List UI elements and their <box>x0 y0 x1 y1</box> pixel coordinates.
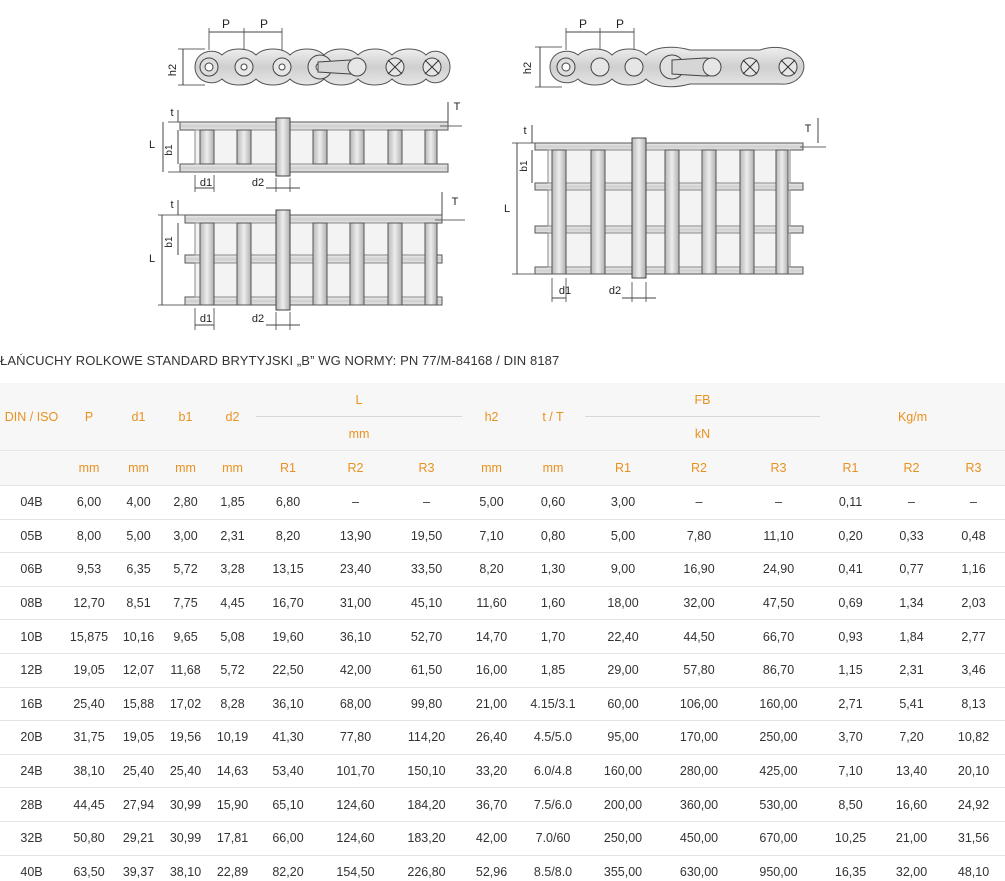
table-cell: 17,02 <box>162 687 209 721</box>
L-label-2: L <box>148 253 156 265</box>
side-view-right <box>522 17 804 87</box>
table-cell: 24,90 <box>737 553 820 587</box>
table-cell: 3,28 <box>209 553 256 587</box>
table-cell: 17,81 <box>209 821 256 855</box>
header-p: P <box>63 383 115 451</box>
table-cell: 5,41 <box>881 687 942 721</box>
header-l-unit: mm <box>256 417 462 451</box>
pitch-label-3: P <box>578 17 588 31</box>
table-cell: 29,00 <box>585 653 661 687</box>
header-unit-cell: R3 <box>737 451 820 486</box>
table-cell: 8,00 <box>63 519 115 553</box>
table-cell: 14,70 <box>462 620 521 654</box>
table-cell: 50,80 <box>63 821 115 855</box>
table-cell: 16,35 <box>820 855 881 881</box>
table-row <box>0 721 1005 755</box>
table-cell: 7,80 <box>661 519 737 553</box>
table-cell: 226,80 <box>391 855 462 881</box>
table-row <box>0 519 1005 553</box>
table-cell: 31,56 <box>942 821 1005 855</box>
table-cell: 2,80 <box>162 486 209 520</box>
table-cell: 160,00 <box>737 687 820 721</box>
header-tT: t / T <box>521 383 585 451</box>
d2-label-3: d2 <box>608 285 622 297</box>
table-cell: – <box>320 486 391 520</box>
table-cell: 41,30 <box>256 721 320 755</box>
table-cell: 60,00 <box>585 687 661 721</box>
table-cell: 8.5/8.0 <box>521 855 585 881</box>
table-cell: 10,82 <box>942 721 1005 755</box>
table-cell: 10,25 <box>820 821 881 855</box>
table-cell: 33,50 <box>391 553 462 587</box>
header-unit-cell: R2 <box>661 451 737 486</box>
triplex-top-view <box>504 118 826 302</box>
table-cell: 15,90 <box>209 788 256 822</box>
chain-code-cell: 05B <box>0 519 63 553</box>
table-cell: 4,00 <box>115 486 162 520</box>
header-l: L <box>256 383 462 417</box>
table-cell: 82,20 <box>256 855 320 881</box>
header-d1: d1 <box>115 383 162 451</box>
table-cell: 1,16 <box>942 553 1005 587</box>
table-cell: 250,00 <box>585 821 661 855</box>
header-b1: b1 <box>162 383 209 451</box>
header-kgm: Kg/m <box>820 383 1005 451</box>
table-cell: 68,00 <box>320 687 391 721</box>
table-cell: 0,20 <box>820 519 881 553</box>
table-cell: 30,99 <box>162 788 209 822</box>
table-cell: 66,00 <box>256 821 320 855</box>
table-cell: 8,13 <box>942 687 1005 721</box>
header-unit-cell: mm <box>462 451 521 486</box>
duplex-top-view <box>149 192 465 330</box>
table-cell: 38,10 <box>63 754 115 788</box>
table-cell: 200,00 <box>585 788 661 822</box>
table-cell: 42,00 <box>462 821 521 855</box>
table-cell: 8,28 <box>209 687 256 721</box>
header-unit-cell: R3 <box>391 451 462 486</box>
chain-code-cell: 20B <box>0 721 63 755</box>
header-din-iso: DIN / ISO <box>0 383 63 451</box>
header-unit-cell: R1 <box>256 451 320 486</box>
table-cell: 2,71 <box>820 687 881 721</box>
table-cell: 250,00 <box>737 721 820 755</box>
table-cell: 31,00 <box>320 586 391 620</box>
table-cell: 36,10 <box>320 620 391 654</box>
d2-label-2: d2 <box>251 313 265 325</box>
table-cell: 25,40 <box>115 754 162 788</box>
table-cell: 77,80 <box>320 721 391 755</box>
table-cell: 30,99 <box>162 821 209 855</box>
header-unit-cell: R2 <box>881 451 942 486</box>
chain-drawings <box>0 0 1005 345</box>
table-cell: 160,00 <box>585 754 661 788</box>
table-cell: 44,50 <box>661 620 737 654</box>
table-cell: 14,63 <box>209 754 256 788</box>
table-cell: 183,20 <box>391 821 462 855</box>
table-cell: 2,03 <box>942 586 1005 620</box>
table-cell: 16,70 <box>256 586 320 620</box>
table-cell: 124,60 <box>320 788 391 822</box>
table-cell: 4.5/5.0 <box>521 721 585 755</box>
table-cell: 425,00 <box>737 754 820 788</box>
table-cell: 5,00 <box>462 486 521 520</box>
table-cell: 45,10 <box>391 586 462 620</box>
header-unit-cell: mm <box>521 451 585 486</box>
table-cell: 13,40 <box>881 754 942 788</box>
table-cell: 530,00 <box>737 788 820 822</box>
table-cell: 9,53 <box>63 553 115 587</box>
table-cell: 1,85 <box>521 653 585 687</box>
d2-label-1: d2 <box>251 177 265 189</box>
chain-code-cell: 16B <box>0 687 63 721</box>
table-cell: 8,20 <box>462 553 521 587</box>
chain-code-cell: 40B <box>0 855 63 881</box>
table-row <box>0 553 1005 587</box>
table-cell: 42,00 <box>320 653 391 687</box>
table-cell: 5,72 <box>162 553 209 587</box>
table-cell: 5,00 <box>115 519 162 553</box>
header-h2: h2 <box>462 383 521 451</box>
header-fb-unit: kN <box>585 417 820 451</box>
table-cell: 280,00 <box>661 754 737 788</box>
table-cell: 2,77 <box>942 620 1005 654</box>
table-cell: 4.15/3.1 <box>521 687 585 721</box>
header-units-row <box>0 451 1005 486</box>
table-cell: 22,89 <box>209 855 256 881</box>
table-cell: 18,00 <box>585 586 661 620</box>
table-cell: 10,16 <box>115 620 162 654</box>
table-cell: 24,92 <box>942 788 1005 822</box>
table-cell: 0,48 <box>942 519 1005 553</box>
table-cell: – <box>661 486 737 520</box>
header-unit-cell: mm <box>115 451 162 486</box>
table-cell: 3,00 <box>585 486 661 520</box>
table-cell: 2,31 <box>881 653 942 687</box>
table-cell: 4,45 <box>209 586 256 620</box>
table-cell: 23,40 <box>320 553 391 587</box>
header-unit-empty <box>0 451 63 486</box>
table-cell: 0,93 <box>820 620 881 654</box>
table-cell: 33,20 <box>462 754 521 788</box>
table-cell: 66,70 <box>737 620 820 654</box>
header-unit-cell: R2 <box>320 451 391 486</box>
t-label-3: t <box>523 125 527 137</box>
table-row <box>0 754 1005 788</box>
table-cell: 9,65 <box>162 620 209 654</box>
table-cell: 22,50 <box>256 653 320 687</box>
table-cell: 184,20 <box>391 788 462 822</box>
table-cell: 86,70 <box>737 653 820 687</box>
L-label-1: L <box>148 139 156 151</box>
table-row <box>0 620 1005 654</box>
table-row <box>0 653 1005 687</box>
pitch-label-4: P <box>615 17 625 31</box>
table-cell: 20,10 <box>942 754 1005 788</box>
chain-code-cell: 10B <box>0 620 63 654</box>
table-cell: 670,00 <box>737 821 820 855</box>
table-cell: 7,20 <box>881 721 942 755</box>
table-cell: 27,94 <box>115 788 162 822</box>
table-cell: 19,50 <box>391 519 462 553</box>
table-body <box>0 486 1005 881</box>
table-cell: 124,60 <box>320 821 391 855</box>
table-cell: 630,00 <box>661 855 737 881</box>
table-cell: 16,60 <box>881 788 942 822</box>
table-cell: 13,90 <box>320 519 391 553</box>
table-cell: – <box>942 486 1005 520</box>
T-label-3: T <box>804 123 812 135</box>
table-cell: 19,60 <box>256 620 320 654</box>
table-cell: 16,90 <box>661 553 737 587</box>
b1-label-3: b1 <box>519 160 530 172</box>
d1-label-3: d1 <box>558 285 572 297</box>
chain-code-cell: 12B <box>0 653 63 687</box>
table-cell: 355,00 <box>585 855 661 881</box>
table-cell: 11,10 <box>737 519 820 553</box>
d1-label-1: d1 <box>199 177 213 189</box>
header-unit-cell: mm <box>162 451 209 486</box>
table-row <box>0 687 1005 721</box>
table-cell: 47,50 <box>737 586 820 620</box>
table-cell: 1,34 <box>881 586 942 620</box>
table-cell: 16,00 <box>462 653 521 687</box>
pitch-label-2: P <box>259 17 269 31</box>
table-cell: 154,50 <box>320 855 391 881</box>
table-cell: 52,70 <box>391 620 462 654</box>
table-cell: 15,875 <box>63 620 115 654</box>
table-cell: 5,08 <box>209 620 256 654</box>
table-cell: 170,00 <box>661 721 737 755</box>
table-cell: 6,00 <box>63 486 115 520</box>
table-cell: 360,00 <box>661 788 737 822</box>
h2-label-right: h2 <box>522 61 534 75</box>
side-view-left <box>167 17 450 85</box>
table-cell: 25,40 <box>63 687 115 721</box>
table-cell: – <box>737 486 820 520</box>
t-label-2: t <box>170 199 174 211</box>
table-cell: 10,19 <box>209 721 256 755</box>
table-cell: 36,10 <box>256 687 320 721</box>
table-cell: 19,05 <box>115 721 162 755</box>
table-cell: 13,15 <box>256 553 320 587</box>
header-unit-cell: R1 <box>585 451 661 486</box>
chain-spec-table-wrapper <box>0 383 1005 881</box>
table-cell: 32,00 <box>661 586 737 620</box>
table-cell: 2,31 <box>209 519 256 553</box>
table-cell: 11,68 <box>162 653 209 687</box>
table-cell: 7,10 <box>462 519 521 553</box>
b1-label-2: b1 <box>164 236 175 248</box>
table-row <box>0 855 1005 881</box>
table-cell: 48,10 <box>942 855 1005 881</box>
table-cell: 8,51 <box>115 586 162 620</box>
table-cell: 44,45 <box>63 788 115 822</box>
table-cell: 0,77 <box>881 553 942 587</box>
table-cell: 38,10 <box>162 855 209 881</box>
pitch-label-1: P <box>221 17 231 31</box>
table-cell: 6,35 <box>115 553 162 587</box>
table-cell: 25,40 <box>162 754 209 788</box>
L-label-3: L <box>503 203 511 215</box>
table-cell: 12,70 <box>63 586 115 620</box>
table-cell: 3,70 <box>820 721 881 755</box>
table-cell: 39,37 <box>115 855 162 881</box>
table-cell: 21,00 <box>462 687 521 721</box>
header-unit-cell: R1 <box>820 451 881 486</box>
table-cell: 0,33 <box>881 519 942 553</box>
header-d2: d2 <box>209 383 256 451</box>
table-cell: 63,50 <box>63 855 115 881</box>
table-cell: 101,70 <box>320 754 391 788</box>
table-title: ŁAŃCUCHY ROLKOWE STANDARD BRYTYJSKI „B” WG NORMY: PN 77/M-84168 / DIN 8187 <box>0 353 560 368</box>
table-cell: 32,00 <box>881 855 942 881</box>
table-cell: 3,46 <box>942 653 1005 687</box>
table-cell: 150,10 <box>391 754 462 788</box>
table-cell: 7,75 <box>162 586 209 620</box>
d1-label-2: d1 <box>199 313 213 325</box>
table-row <box>0 788 1005 822</box>
table-row <box>0 486 1005 520</box>
simplex-top-view <box>149 101 462 192</box>
table-cell: 3,00 <box>162 519 209 553</box>
table-row <box>0 586 1005 620</box>
b1-label-1: b1 <box>164 144 175 156</box>
table-cell: 450,00 <box>661 821 737 855</box>
chain-spec-table <box>0 383 1005 881</box>
table-cell: 7.0/60 <box>521 821 585 855</box>
table-cell: 31,75 <box>63 721 115 755</box>
h2-label-left: h2 <box>167 63 179 77</box>
table-cell: 8,20 <box>256 519 320 553</box>
table-cell: 36,70 <box>462 788 521 822</box>
table-cell: 57,80 <box>661 653 737 687</box>
table-cell: 7.5/6.0 <box>521 788 585 822</box>
table-cell: 22,40 <box>585 620 661 654</box>
chain-code-cell: 08B <box>0 586 63 620</box>
chain-code-cell: 28B <box>0 788 63 822</box>
table-cell: 0,41 <box>820 553 881 587</box>
table-cell: 8,50 <box>820 788 881 822</box>
table-cell: 1,85 <box>209 486 256 520</box>
table-cell: 15,88 <box>115 687 162 721</box>
table-cell: 5,72 <box>209 653 256 687</box>
chain-code-cell: 24B <box>0 754 63 788</box>
table-cell: 11,60 <box>462 586 521 620</box>
table-cell: 0,60 <box>521 486 585 520</box>
table-cell: 12,07 <box>115 653 162 687</box>
table-cell: 26,40 <box>462 721 521 755</box>
table-cell: – <box>881 486 942 520</box>
table-cell: 1,15 <box>820 653 881 687</box>
table-cell: 65,10 <box>256 788 320 822</box>
header-unit-cell: mm <box>209 451 256 486</box>
table-cell: 61,50 <box>391 653 462 687</box>
table-cell: 6.0/4.8 <box>521 754 585 788</box>
table-cell: 9,00 <box>585 553 661 587</box>
T-label-2: T <box>451 196 459 208</box>
table-cell: 95,00 <box>585 721 661 755</box>
table-cell: 19,05 <box>63 653 115 687</box>
table-header <box>0 383 1005 486</box>
t-label-1: t <box>170 107 174 119</box>
table-cell: 1,84 <box>881 620 942 654</box>
table-cell: 19,56 <box>162 721 209 755</box>
chain-code-cell: 04B <box>0 486 63 520</box>
table-cell: 950,00 <box>737 855 820 881</box>
table-cell: 0,11 <box>820 486 881 520</box>
table-cell: 52,96 <box>462 855 521 881</box>
header-unit-cell: mm <box>63 451 115 486</box>
table-cell: 99,80 <box>391 687 462 721</box>
table-cell: 5,00 <box>585 519 661 553</box>
table-cell: 1,70 <box>521 620 585 654</box>
chain-code-cell: 32B <box>0 821 63 855</box>
table-cell: 1,60 <box>521 586 585 620</box>
table-cell: 0,69 <box>820 586 881 620</box>
table-cell: – <box>391 486 462 520</box>
table-cell: 7,10 <box>820 754 881 788</box>
table-cell: 6,80 <box>256 486 320 520</box>
table-cell: 106,00 <box>661 687 737 721</box>
table-cell: 21,00 <box>881 821 942 855</box>
T-label-1: T <box>453 101 461 113</box>
header-fb: FB <box>585 383 820 417</box>
table-row <box>0 821 1005 855</box>
table-cell: 53,40 <box>256 754 320 788</box>
table-cell: 29,21 <box>115 821 162 855</box>
table-cell: 1,30 <box>521 553 585 587</box>
table-cell: 0,80 <box>521 519 585 553</box>
table-cell: 114,20 <box>391 721 462 755</box>
chain-code-cell: 06B <box>0 553 63 587</box>
header-unit-cell: R3 <box>942 451 1005 486</box>
